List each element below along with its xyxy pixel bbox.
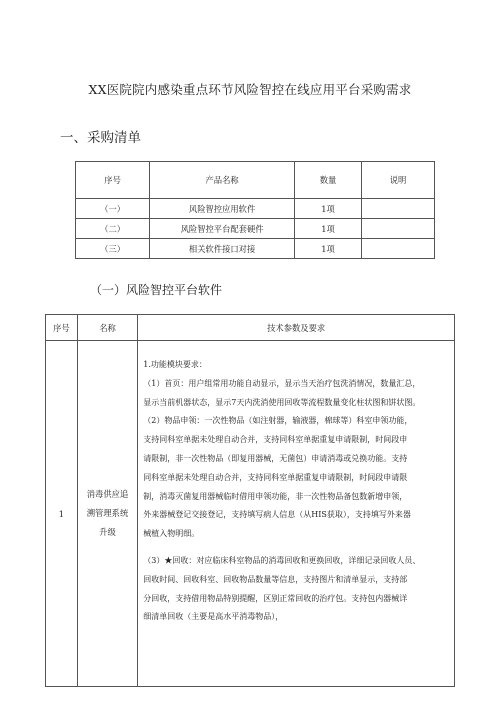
cell-product-name: 相关软件接口对接 [150,239,295,259]
cell-no: （二） [76,219,150,239]
spec-line: 细清单回收（主要是高水平消毒物品）， [143,612,284,622]
header-cell-name: 名称 [77,315,138,341]
cell-quantity: 1项 [294,199,361,219]
spec-line: 制，消毒灭菌复用器械临时借用申领功能，非一次性物品备包数新增申领， [143,491,408,501]
table-row [76,199,435,219]
cell-note [362,239,435,259]
cell-product-name: 风险智控应用软件 [150,199,295,219]
spec-line: 分回收，支持借用物品特别提醒，区别正常回收的治疗包。支持包内器械详 [143,593,408,603]
header-cell-quantity: 数量 [294,162,361,199]
spec-line: 支持同科室单据未处理自动合并，支持同科室单据重复申请限制，时间段申 [143,435,408,445]
spec-line: （2）物品申领：一次性物品（如注射器，输液器，棉球等）科室申领功能， [143,416,413,426]
table-row [76,219,435,239]
cell-no: （一） [76,199,150,219]
header-cell-product-name: 产品名称 [150,162,295,199]
spec-line: 同科室单据未处理自动合并，支持同科室单据重复申请限制，时间段申请限 [143,472,408,482]
spec-line: 1.功能模块要求： [143,360,207,369]
spec-line: 请限制，非一次性物品（即复用器械，无菌包）申请消毒或兑换功能。支持 [143,453,408,463]
cell-product-name: 风险智控平台配套硬件 [150,219,295,239]
section-heading-procurement-list: 一、采购清单 [60,130,141,146]
cell-quantity: 1项 [294,239,361,259]
procurement-list-table [75,161,435,259]
cell-note [362,199,435,219]
technical-spec-table [45,314,455,687]
spec-line: （1）首页：用户组常用功能自动显示，显示当天治疗包洗消情况，数量汇总， [143,378,421,388]
table-row [46,341,455,687]
table-header-row [76,162,435,199]
spec-line: 回收时间、回收科室、回收物品数量等信息，支持图片和清单显示，支持部 [143,574,408,584]
cell-note [362,219,435,239]
header-cell-no: 序号 [76,162,150,199]
header-cell-no: 序号 [46,315,78,341]
spec-line: 械植入物明细。 [143,529,200,539]
cell-quantity: 1项 [294,219,361,239]
cell-technical-requirements [138,341,455,687]
table-row [76,239,435,259]
cell-system-name: 消毒供应追溯管理系统升级 [77,341,138,687]
table-header-row [46,315,455,341]
cell-no: （三） [76,239,150,259]
spec-line: 显示当前机器状态，显示7天内洗消使用回收等流程数量变化柱状图和饼状图。 [143,397,421,407]
spec-line: 外来器械登记交接登记，支持填写病人信息（从HIS获取），支持填写外来器 [143,510,411,520]
cell-no: 1 [46,341,78,687]
document-title: XX医院院内感染重点环节风险智控在线应用平台采购需求 [88,82,412,97]
header-cell-note: 说明 [362,162,435,199]
spec-line: （3）★回收：对应临床科室物品的消毒回收和更换回收，详细记录回收人员、 [143,555,421,565]
header-cell-technical-requirements: 技术参数及要求 [138,315,455,341]
subsection-heading-platform-software: （一）风险智控平台软件 [90,283,223,297]
